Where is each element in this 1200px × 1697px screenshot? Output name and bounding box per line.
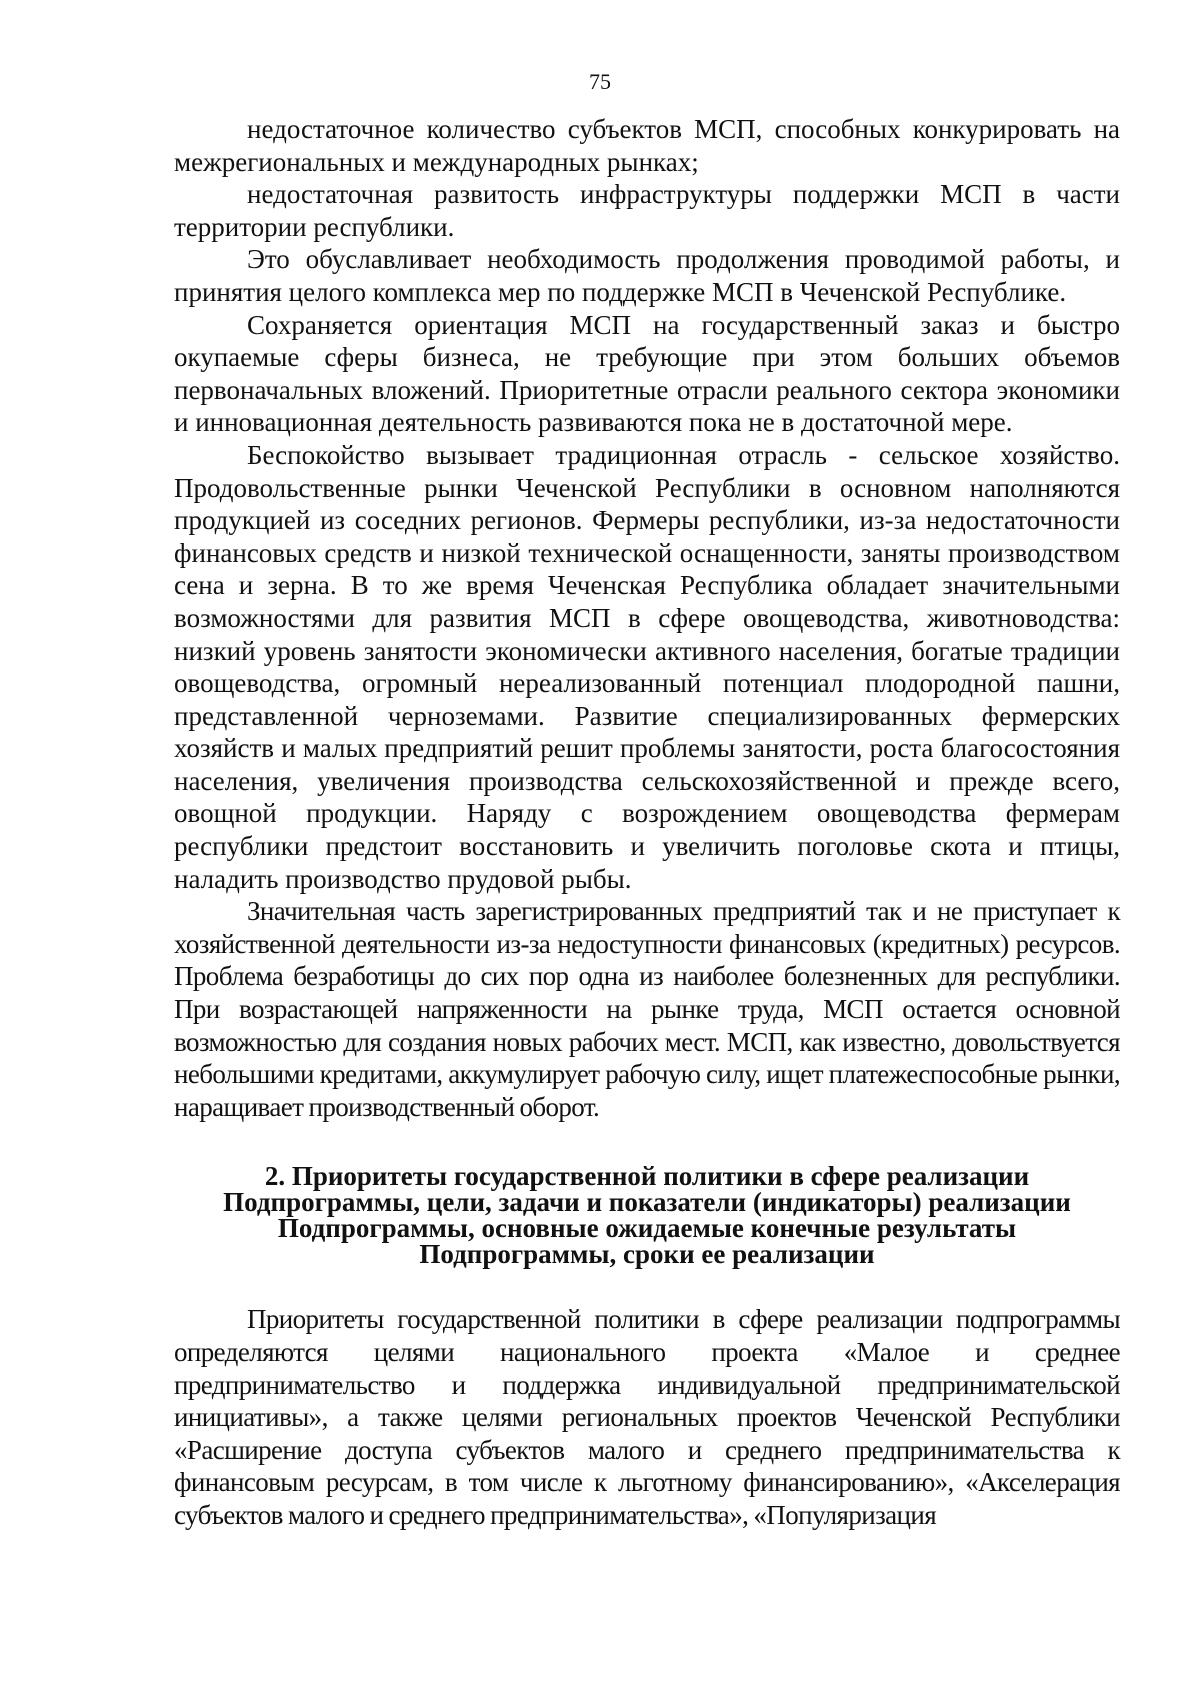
section-heading	[174, 1161, 1120, 1270]
paragraph-agriculture: Беспокойство вызывает традиционная отрасль - сельское хозяйство. Продовольственные рынки Чеченской Республики в основном наполняются продукцией из соседних регионов. Фермеры республики, из-за недостаточности финансовых средств и низкой технической оснащенности, заняты производством сена и зерна. В то же время Чеченская Республика обладает значительными возможностями для развития МСП в сфере овощеводства, животноводства: низкий уровень занятости экономически активного населения, богатые традиции овощеводства, огромный нереализованный потенциал плодородной пашни, представленной черноземами. Развитие специализированных фермерских хозяйств и малых предприятий решит проблемы занятости, роста благосостояния населения, увеличения производства сельскохозяйственной и прежде всего, овощной продукции. Наряду с возрождением овощеводства фермерам республики предстоит восстановить и увеличить поголовье скота и птицы, наладить производство прудовой рыбы.	[174, 439, 1120, 894]
paragraph-msp-competitiveness: недостаточное количество субъектов МСП, способных конкурировать на межрегиональных и международных рынках;	[174, 114, 1120, 177]
paragraph-infrastructure: недостаточная развитость инфраструктуры поддержки МСП в части территории республики.	[174, 179, 1120, 242]
section-heading-line-1: 2. Приоритеты государственной политики в сфере реализации	[264, 1161, 1030, 1192]
paragraph-necessity: Это обуславливает необходимость продолжения проводимой работы, и принятия целого комплекса мер по поддержке МСП в Чеченской Республике.	[174, 244, 1120, 307]
section-heading-line-2: Подпрограммы, цели, задачи и показатели (индикаторы) реализации	[223, 1187, 1071, 1218]
document-body	[174, 113, 1120, 1532]
page-number: 75	[589, 69, 611, 94]
paragraph-registered-enterprises: Значительная часть зарегистрированных предприятий так и не приступает к хозяйственной деятельности из-за недоступности финансовых (кредитных) ресурсов. Проблема безработицы до сих пор одна из наиболее болезненных для республики. При возрастающей напряженности на рынке труда, МСП остается основной возможностью для создания новых рабочих мест. МСП, как известно, довольствуется небольшими кредитами, аккумулирует рабочую силу, ищет платежеспособные рынки, наращивает производственный оборот.	[174, 896, 1120, 1122]
section-heading-line-3: Подпрограммы, основные ожидаемые конечные результаты	[277, 1213, 1017, 1244]
section-heading-line-4: Подпрограммы, сроки ее реализации	[419, 1239, 875, 1270]
paragraph-priorities: Приоритеты государственной политики в сфере реализации подпрограммы определяются целями национального проекта «Малое и среднее предпринимательство и поддержка индивидуальной предпринимательской инициативы», а также целями региональных проектов Чеченской Республики «Расширение доступа субъектов малого и среднего предпринимательства к финансовым ресурсам, в том числе к льготному финансированию», «Акселерация субъектов малого и среднего предпринимательства», «Популяризация	[174, 1304, 1120, 1530]
paragraph-orientation: Сохраняется ориентация МСП на государственный заказ и быстро окупаемые сферы бизнеса, не требующие при этом больших объемов первоначальных вложений. Приоритетные отрасли реального сектора экономики и инновационная деятельность развиваются пока не в достаточной мере.	[174, 309, 1120, 438]
